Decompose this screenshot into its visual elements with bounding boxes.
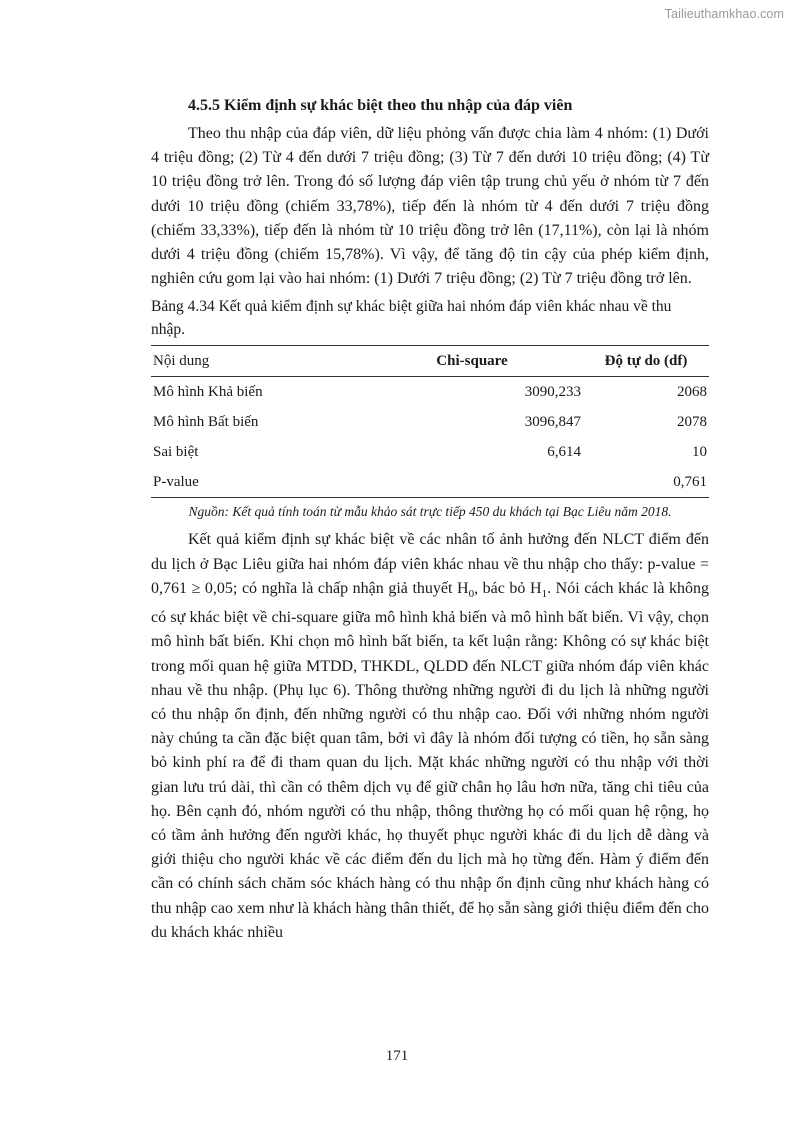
row-label: Mô hình Bất biến: [153, 413, 259, 430]
row-label: Mô hình Khả biến: [153, 383, 263, 400]
header-chi-square: Chi-square: [436, 352, 508, 369]
row-chi-square: 3090,233: [524, 383, 581, 400]
header-content: Nội dung: [153, 352, 210, 369]
row-df: 10: [692, 443, 707, 460]
section-heading: 4.5.5 Kiểm định sự khác biệt theo thu nhập của đáp viên: [188, 97, 573, 114]
header-df: Độ tự do (df): [604, 352, 688, 369]
row-chi-square: [361, 467, 583, 498]
table-row: [151, 437, 709, 467]
subscript-h1: 1: [541, 588, 548, 601]
body-text-a: Kết quả kiểm định sự khác biệt về các nhân tố ảnh hưởng đến NLCT điểm đến du lịch ở Bạc Liêu giữa hai nhóm đáp viên khác nhau về thu nhập cho thấy: p-value = 0,761 ≥ 0,05; có nghĩa là chấp nhận giả thuyết H: [151, 531, 709, 597]
table-row: [151, 377, 709, 408]
row-chi-square: 6,614: [547, 443, 581, 460]
row-chi-square: 3096,847: [524, 413, 581, 430]
row-df: 0,761: [673, 473, 707, 490]
row-label: Sai biệt: [153, 443, 199, 460]
row-df: 2078: [677, 413, 707, 430]
result-table: [151, 345, 709, 498]
watermark: Tailieuthamkhao.com: [664, 7, 784, 21]
subscript-h0: 0: [468, 588, 475, 601]
table-row: [151, 407, 709, 437]
body-text-b: , bác bỏ H: [474, 579, 542, 597]
body-text-c: . Nói cách khác là không có sự khác biệt về chi-square giữa mô hình khả biến và mô hình bất biến. Vì vậy, chọn mô hình bất biến. Khi chọn mô hình bất biến, ta kết luận rằng: Không có sự khác biệt trong mối quan hệ giữa MTDD, THKDL, QLDD đến NLCT giữa nhóm đáp viên khác nhau về thu nhập. (Phụ lục 6). Thông thường những người đi du lịch là những người có thu nhập ổn định, đến những người có thu nhập cao. Đối với những nhóm người này chúng ta cần đặc biệt quan tâm, bởi vì đây là nhóm đối tượng có tiền, họ sẵn sàng bỏ kinh phí ra để đi tham quan du lịch. Mặt khác những người có thu nhập với thời gian lưu trú dài, thì cần có thêm dịch vụ để giữ chân họ lâu hơn nữa, tăng chi tiêu của họ. Bên cạnh đó, nhóm người có thu nhập, thông thường họ có mối quan hệ rộng, họ có tầm ảnh hưởng đến người khác, họ thuyết phục người khác đi du lịch dễ dàng và giới thiệu cho người khác về các điểm đến du lịch mà họ từng đến. Hàm ý điểm đến cần có chính sách chăm sóc khách hàng có thu nhập ổn định cũng như khách hàng có thu nhập cao xem như là khách hàng thân thiết, để họ sẵn sàng giới thiệu điểm đến cho du khách khác nhiều: [151, 579, 709, 941]
row-df: 2068: [677, 383, 707, 400]
table-row: [151, 467, 709, 498]
page-number: 171: [385, 1048, 409, 1064]
page-content: [151, 94, 709, 945]
table-header-row: [151, 346, 709, 377]
row-label: P-value: [153, 473, 199, 490]
table-caption: Bảng 4.34 Kết quả kiểm định sự khác biệt giữa hai nhóm đáp viên khác nhau về thu nhập.: [151, 298, 672, 339]
body-paragraph: [151, 528, 709, 945]
table-source-note: Nguồn: Kết quả tính toán từ mẫu khảo sát trực tiếp 450 du khách tại Bạc Liêu năm 2018.: [188, 504, 672, 520]
intro-paragraph: Theo thu nhập của đáp viên, dữ liệu phỏng vấn được chia làm 4 nhóm: (1) Dưới 4 triệu đồng; (2) Từ 4 đến dưới 7 triệu đồng; (3) Từ 7 đến dưới 10 triệu đồng; (4) Từ 10 triệu đồng trở lên. Trong đó số lượng đáp viên tập trung chủ yếu ở nhóm từ 7 đến dưới 10 triệu đồng (chiếm 33,78%), tiếp đến là nhóm từ 4 đến dưới 7 triệu đồng (chiếm 33,33%), tiếp đến là nhóm từ 10 triệu đồng trở lên (17,11%), còn lại là nhóm dưới 4 triệu đồng (chiếm 15,78%). Vì vậy, để tăng độ tin cậy của phép kiểm định, nghiên cứu gom lại vào hai nhóm: (1) Dưới 7 triệu đồng; (2) Từ 7 triệu đồng trở lên.: [151, 125, 709, 288]
